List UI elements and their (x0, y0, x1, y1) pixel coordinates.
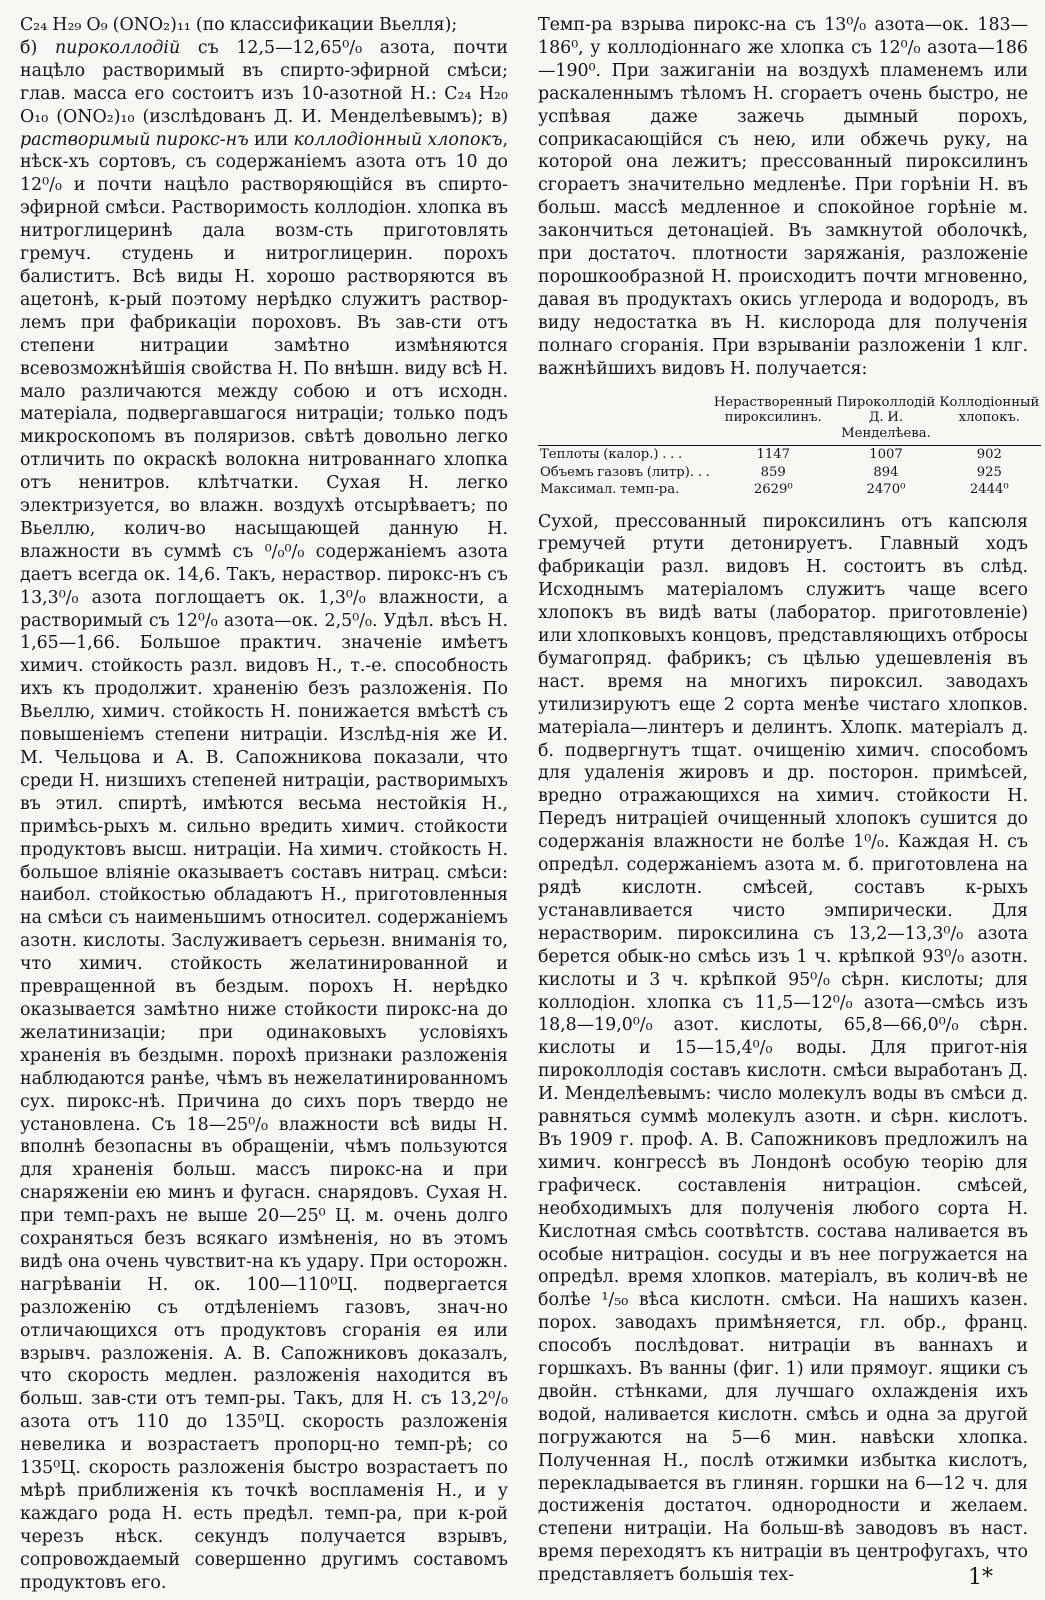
text-run: , нѣск-хъ сортовъ, съ содержаніемъ азота отъ 10 до 12⁰/₀ и почти нацѣло растворяющійся въ спирто-эфирной смѣси. Растворимость коллодіон. хлопка въ нитроглицеринѣ дала возм-сть приготовлять гремуч. студень и нитроглицерин. порохъ балиститъ. Всѣ виды Н. хорошо растворяются въ ацетонѣ, к-рый поэтому нерѣдко служитъ раствор-лемъ при фабрикаціи пороховъ. Въ зав-сти отъ степени нитрации замѣтно измѣняются всевозможнѣйшія свойства Н. По внѣшн. виду всѣ Н. мало различаются между собою и отъ исходн. матеріала, подвергавшагося нитраціи; только подъ микроскопомъ въ поляризов. свѣтѣ довольно легко отличить по окраскѣ волокна нитрованнаго хлопка отъ ненитров. клѣтчатки. Сухая Н. легко электризуется, во влажн. воздухѣ отсырѣваетъ; по Вьеллю, колич-во насыщающей данную Н. влажности въ суммѣ съ ⁰/₀⁰/₀ содержаніемъ азота даетъ всегда ок. 14,6. Такъ, нераствор. пирокс-нъ съ 13,3⁰/₀ азота поглощаетъ ок. 1,3⁰/₀ влажности, а растворимый съ 12⁰/₀ азота—ок. 2,5⁰/₀. Удѣл. вѣсъ Н. 1,65—1,66. Большое практич. значеніе имѣетъ химич. стойкость разл. видовъ Н., т.-е. способность ихъ къ продолжит. храненію безъ разложенія. По Вьеллю, химич. стойкость Н. понижается вмѣстѣ съ повышеніемъ степени нитраціи. Изслѣд-нія же И. М. Чельцова и А. В. Сапожникова показали, что среди Н. низшихъ степеней нитраціи, растворимыхъ въ этил. спиртѣ, имѣются весьма нестойкія Н., примѣсь-рыхъ м. сильно вредить химич. стойкости продуктовъ высш. нитраціи. На химич. стойкость Н. большое вліяніе оказываетъ составъ нитрац. смѣси: наибол. стойкостью обладаютъ Н., приготовленныя на смѣси съ наименьшимъ относител. содержаніемъ азотн. кислоты. Заслуживаетъ серьезн. вниманія то, что химич. стойкость желатинированной и превращенной въ бездым. порохъ Н. нерѣдко оказывается замѣтно ниже стойкости пирокс-на до желатинизаціи; при одинаковыхъ условіяхъ храненія въ бездымн. порохѣ признаки разложенія наблюдаются ранѣе, чѣмъ въ нежелатинированномъ сух. пирокс-нѣ. Причина до сихъ поръ твердо не установлена. Съ 18—25⁰/₀ влажности всѣ виды Н. вполнѣ безопасны въ обращеніи, чѣмъ пользуются для храненія больш. массъ пирокс-на и при снаряженіи ею минъ и фугасн. снарядовъ. Сухая Н. при темп-рахъ не выше 20—25⁰ Ц. м. очень долго сохраняться безъ всякаго измѣненія, но въ этомъ видѣ она очень чувствит-на къ удару. При осторожн. нагрѣваніи Н. ок. 100—110⁰Ц. подвергается разложенію съ отдѣленіемъ газовъ, знач-но отличающихся отъ продуктовъ сгоранія ея или взрывч. разложенія. А. В. Сапожниковъ доказалъ, что скорость медлен. разложенія находится въ больш. зав-сти отъ темп-ры. Такъ, для Н. съ 13,2⁰/₀ азота отъ 110 до 135⁰Ц. скорость разложенія невелика и возрастаетъ пропорц-но темп-рѣ; со 135⁰Ц. скорость разложенія быстро возрастаетъ по мѣрѣ приближенія къ точкѣ воспламенія Н., и у каждаго рода Н. есть предѣл. темп-ра, при к-рой черезъ нѣск. секундъ получается взрывъ, сопровождаемый совершенно другимъ составомъ продуктовъ его. (20, 129, 508, 1593)
text-run: или (248, 129, 294, 150)
table-row (538, 481, 1041, 499)
left-paragraph (20, 37, 508, 1595)
row-label: Объемъ газовъ (литр). . . (540, 464, 710, 480)
text-run: б) (20, 37, 55, 58)
table-header: Коллодіонный хлопокъ. (937, 395, 1041, 446)
table-header: Пироколлодій Д. И. Менделѣева. (835, 395, 938, 446)
table-cell: 902 (976, 447, 1002, 462)
table-header: Нерастворенный пироксилинъ. (712, 395, 835, 446)
text-run: съ 12,5—12,65⁰/₀ азота, почти нацѣло растворимый въ спирто-эфирной смѣси; глав. масса его состоитъ изъ 10-азотной Н.: С₂₄ Н₂₀ О₁₀ (ONO₂)₁₀ (изслѣдованъ Д. И. Менделѣевымъ); в) (20, 37, 508, 127)
table-header-row (538, 395, 1041, 446)
table-row (538, 446, 1041, 464)
right-column (538, 14, 1040, 1587)
table-cell: 2444⁰ (969, 482, 1009, 497)
term-kollodionnyy-khlopok: коллодіонный хлопокъ (293, 129, 503, 150)
right-paragraph-2: Сухой, прессованный пироксилинъ отъ капсюля гремучей ртути детонируетъ. Главный ходъ фабрикаціи разл. видовъ Н. состоитъ въ слѣд. Исходнымъ матеріаломъ служитъ чаще всего хлопокъ въ видѣ ваты (лаборатор. приготовленіе) или хлопковыхъ концовъ, представляющихъ отбросы бумагопряд. фабрикъ; съ цѣлью удешевленія въ наст. время на многихъ пироксил. заводахъ утилизируютъ еще 2 сорта менѣе чистаго хлопков. матеріала—линтеръ и делинтъ. Хлопк. матеріалъ д. б. подвергнутъ тщат. очищенію химич. способомъ для удаленія жировъ и др. посторон. примѣсей, вредно отражающихся на химич. стойкости Н. Передъ нитраціей очищенный хлопокъ сушится до содержанія влажности не болѣе 1⁰/₀. Каждая Н. съ опредѣл. содержаніемъ азота м. б. приготовлена на рядѣ кислотн. смѣсей, составъ к-рыхъ устанавливается чисто эмпирически. Для нерастворим. пироксилина съ 13,2—13,3⁰/₀ азота берется обык-но смѣсь изъ 1 ч. крѣпкой 93⁰/₀ азотн. кислоты и 3 ч. крѣпкой 95⁰/₀ сѣрн. кислоты; для коллодіон. хлопка съ 11,5—12⁰/₀ азота—смѣсь изъ 18,8—19,0⁰/₀ азот. кислоты, 65,8—66,0⁰/₀ сѣрн. кислоты и 15—15,4⁰/₀ воды. Для пригот-нія пироколлодія составъ кислотн. смѣси выработанъ Д. И. Менделѣевымъ: число молекулъ воды въ смѣси д. равняться суммѣ молекулъ азотн. и сѣрн. кислотъ. Въ 1909 г. проф. А. В. Сапожниковъ предложилъ на химич. конгрессѣ въ Лондонѣ особую теорію для графическ. составленія нитраціон. смѣсей, необходимыхъ для полученія любого сорта Н. Кислотная смѣсь соотвѣтств. состава наливается въ особые нитраціон. сосуды и въ нее погружается на опредѣл. время хлопков. матеріалъ, въ колич-вѣ не болѣе ¹/₅₀ вѣса кислотн. смѣси. На нашихъ казен. порох. заводахъ примѣняется, гл. обр., франц. способъ послѣдоват. нитраціи въ ваннахъ и горшкахъ. Въ ванны (фиг. 1) или прямоуг. ящики съ двойн. стѣнками, для лучшаго охлажденія ихъ водой, наливается кислотн. смѣсь и одна за другой погружаются на 5—6 мин. навѣски хлопка. Полученная Н., послѣ отжимки избытка кислотъ, перекладывается въ глинян. горшки на 6—12 ч. для достиженія достаточ. однородности и желаем. степени нитраціи. На больш-вѣ заводовъ въ наст. время переходятъ къ нитраціи въ центрофугахъ, что представляетъ большія тех- (538, 511, 1028, 1586)
right-paragraph-1: Темп-ра взрыва пирокс-на съ 13⁰/₀ азота—ок. 183—186⁰, у коллодіоннаго же хлопка съ 12⁰/₀ азота—186—190⁰. При зажиганіи на воздухѣ пламенемъ или раскаленнымъ тѣломъ Н. сгораетъ очень быстро, не успѣвая даже зажечь дымный порохъ, соприкасающійся съ нею, или обжечь руку, на которой она лежитъ; прессованный пироксилинъ сгораетъ значительно медленѣе. При горѣніи Н. въ больш. массѣ медленное и спокойное горѣніе м. закончиться детонаціей. Въ замкнутой оболочкѣ, при достаточ. плотности заряжанія, разложеніе порошкообразной Н. происходитъ почти мгновенно, давая въ продуктахъ окись углерода и водородъ, въ виду недостатка въ Н. кислорода для полученія полнаго сгоранія. При взрываніи разложеніи 1 клг. важнѣйшихъ видовъ Н. получается: (538, 15, 1028, 379)
term-pirokollodiy: пироколлодій (54, 37, 181, 58)
row-label: Максимал. темп-ра. (540, 482, 680, 497)
left-column (20, 14, 508, 1595)
table-cell: 1147 (756, 447, 791, 462)
table-cell: 925 (976, 464, 1002, 480)
explosion-products-table (538, 395, 1041, 499)
signature-mark: 1* (968, 1565, 993, 1590)
table-cell: 859 (760, 464, 786, 480)
row-label: Теплоты (калор.) . . . (540, 447, 683, 462)
term-rastvorimyy-piroks: растворимый пирокс-нъ (20, 129, 249, 150)
table-corner (538, 395, 712, 446)
table-cell: 2629⁰ (753, 482, 793, 497)
formula-line: С₂₄ Н₂₉ О₉ (ONO₂)₁₁ (по классификации Вьелля); (20, 15, 458, 35)
table-cell: 2470⁰ (866, 482, 906, 497)
table-cell: 1007 (869, 447, 903, 462)
table-cell: 894 (873, 464, 899, 480)
table-row (538, 464, 1041, 482)
